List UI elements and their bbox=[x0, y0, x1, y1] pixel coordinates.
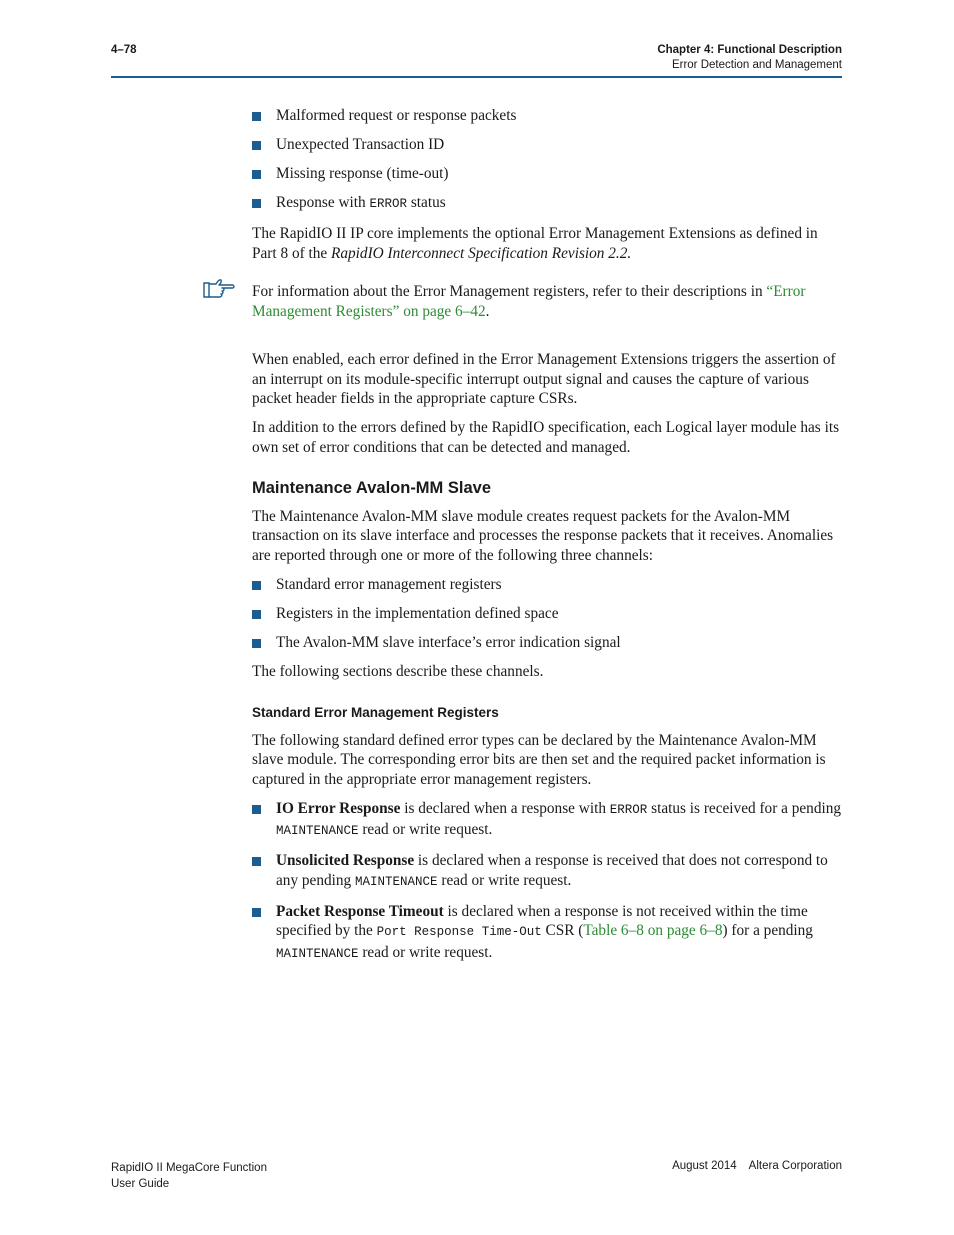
page-body bbox=[252, 106, 842, 974]
paragraph: The Maintenance Avalon-MM slave module creates request packets for the Avalon-MM transaction on its slave interface and processes the response packets that it receives. Anomalies are reported through one or more of the following three channels: bbox=[252, 507, 834, 564]
page-number: 4–78 bbox=[111, 44, 137, 56]
list-item: Malformed request or response packets bbox=[252, 106, 842, 126]
doc-type: User Guide bbox=[111, 1178, 170, 1190]
intro-bullet-list bbox=[252, 106, 842, 215]
list-item: Unsolicited Response is declared when a response is received that does not correspond to any pending MAINTENANCE read or write request. bbox=[252, 851, 842, 892]
product-name: RapidIO II MegaCore Function bbox=[111, 1162, 267, 1174]
publish-date: August 2014 bbox=[672, 1160, 737, 1172]
extensions-paragraph: The RapidIO II IP core implements the optional Error Management Extensions as defined in Part 8 of the RapidIO Interconnect Specification Revision 2.2. bbox=[252, 225, 818, 262]
paragraph: When enabled, each error defined in the Error Management Extensions triggers the assertion of an interrupt on its module-specific interrupt output signal and causes the capture of various packet header fields in the appropriate capture CSRs. bbox=[252, 351, 836, 407]
list-item: Packet Response Timeout is declared when a response is not received within the time specified by the Port Response Time-Out CSR (Table 6–8 on page 6–8) for a pending MAINTENANCE read or write request. bbox=[252, 902, 842, 965]
list-item: IO Error Response is declared when a response with ERROR status is received for a pending MAINTENANCE read or write request. bbox=[252, 799, 842, 842]
error-type-list bbox=[252, 799, 842, 965]
chapter-title: Chapter 4: Functional Description bbox=[657, 44, 842, 56]
running-header bbox=[657, 43, 842, 73]
list-item: Response with ERROR status bbox=[252, 193, 842, 215]
channel-list bbox=[252, 575, 842, 653]
error-management-registers-link[interactable]: “Error Management Registers” on page 6–42 bbox=[252, 283, 806, 320]
list-item: Standard error management registers bbox=[252, 575, 842, 595]
company-name: Altera Corporation bbox=[748, 1160, 842, 1172]
paragraph: The following standard defined error types can be declared by the Maintenance Avalon-MM slave module. The corresponding error bits are then set and the required packet information is captured in the appropriate error management registers. bbox=[252, 731, 826, 788]
footer-publisher bbox=[672, 1160, 842, 1172]
section-title: Error Detection and Management bbox=[671, 59, 842, 71]
list-item: Missing response (time-out) bbox=[252, 164, 842, 184]
list-item: Registers in the implementation defined space bbox=[252, 604, 842, 624]
section-heading-maintenance: Maintenance Avalon-MM Slave bbox=[252, 479, 492, 497]
subsection-heading-standard-registers: Standard Error Management Registers bbox=[252, 705, 499, 720]
list-item: Unexpected Transaction ID bbox=[252, 135, 842, 155]
code-error: ERROR bbox=[369, 197, 407, 211]
header-rule bbox=[111, 76, 842, 78]
paragraph: The following sections describe these channels. bbox=[252, 662, 544, 680]
pointing-hand-icon bbox=[202, 278, 236, 300]
note-block: For information about the Error Management registers, refer to their descriptions in “Error Management Registers” on page 6–42. bbox=[252, 282, 842, 321]
table-6-8-link[interactable]: Table 6–8 on page 6–8 bbox=[583, 922, 723, 939]
list-item: The Avalon-MM slave interface’s error indication signal bbox=[252, 633, 842, 653]
footer-product bbox=[111, 1160, 267, 1192]
paragraph: In addition to the errors defined by the RapidIO specification, each Logical layer module has its own set of error conditions that can be detected and managed. bbox=[252, 419, 840, 456]
spec-title: RapidIO Interconnect Specification Revision 2.2. bbox=[331, 244, 632, 262]
